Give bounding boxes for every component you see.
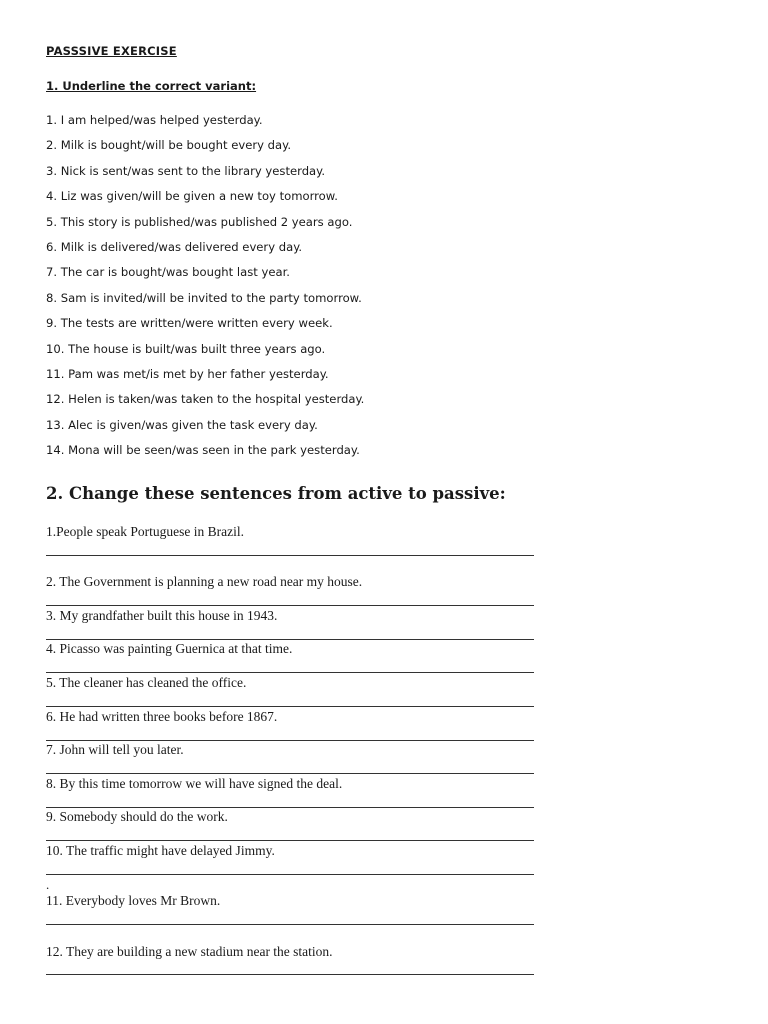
stray-mark: . xyxy=(46,877,50,892)
answer-line[interactable] xyxy=(46,874,534,875)
section2-sentence: 3. My grandfather built this house in 1943. xyxy=(46,608,278,623)
worksheet-title: PASSSIVE EXERCISE xyxy=(46,44,177,58)
section1-item: 10. The house is built/was built three years ago. xyxy=(46,341,326,356)
answer-line[interactable] xyxy=(46,672,534,673)
answer-line[interactable] xyxy=(46,639,534,640)
section2-sentence: 1.People speak Portuguese in Brazil. xyxy=(46,524,244,539)
answer-line[interactable] xyxy=(46,840,534,841)
section1-item: 3. Nick is sent/was sent to the library yesterday. xyxy=(46,163,326,178)
section2-heading: 2. Change these sentences from active to passive: xyxy=(46,484,506,503)
answer-line[interactable] xyxy=(46,740,534,741)
answer-line[interactable] xyxy=(46,974,534,975)
section2-sentence: 5. The cleaner has cleaned the office. xyxy=(46,675,247,690)
answer-line[interactable] xyxy=(46,706,534,707)
section2-sentence: 11. Everybody loves Mr Brown. xyxy=(46,893,221,908)
section1-item: 9. The tests are written/were written every week. xyxy=(46,316,333,331)
section1-item: 13. Alec is given/was given the task every day. xyxy=(46,417,318,432)
answer-line[interactable] xyxy=(46,807,534,808)
section2-sentence: 8. By this time tomorrow we will have signed the deal. xyxy=(46,776,343,791)
section2-sentence: 9. Somebody should do the work. xyxy=(46,809,228,824)
section1-item: 7. The car is bought/was bought last year. xyxy=(46,265,290,280)
section2-sentence: 2. The Government is planning a new road near my house. xyxy=(46,574,363,589)
section1-item: 1. I am helped/was helped yesterday. xyxy=(46,113,263,127)
answer-line[interactable] xyxy=(46,773,534,774)
answer-line[interactable] xyxy=(46,605,534,606)
section1-list xyxy=(46,112,364,467)
section1-item: 4. Liz was given/will be given a new toy tomorrow. xyxy=(46,189,338,204)
section2-sentence: 12. They are building a new stadium near the station. xyxy=(46,944,333,959)
section1-heading: 1. Underline the correct variant: xyxy=(46,79,257,93)
section1-item: 12. Helen is taken/was taken to the hospital yesterday. xyxy=(46,392,365,407)
section1-item: 11. Pam was met/is met by her father yesterday. xyxy=(46,366,329,381)
section1-item: 8. Sam is invited/will be invited to the party tomorrow. xyxy=(46,290,362,305)
section1-item: 2. Milk is bought/will be bought every day. xyxy=(46,138,292,153)
section2-sentence: 6. He had written three books before 1867. xyxy=(46,709,278,724)
section1-item: 6. Milk is delivered/was delivered every day. xyxy=(46,239,303,254)
section2-sentence: 7. John will tell you later. xyxy=(46,742,184,757)
section1-item: 14. Mona will be seen/was seen in the park yesterday. xyxy=(46,443,360,458)
answer-line[interactable] xyxy=(46,924,534,925)
section2-sentence: 4. Picasso was painting Guernica at that time. xyxy=(46,641,293,656)
section2-sentence: 10. The traffic might have delayed Jimmy. xyxy=(46,843,275,858)
answer-line[interactable] xyxy=(46,555,534,556)
section1-item: 5. This story is published/was published 2 years ago. xyxy=(46,214,353,229)
